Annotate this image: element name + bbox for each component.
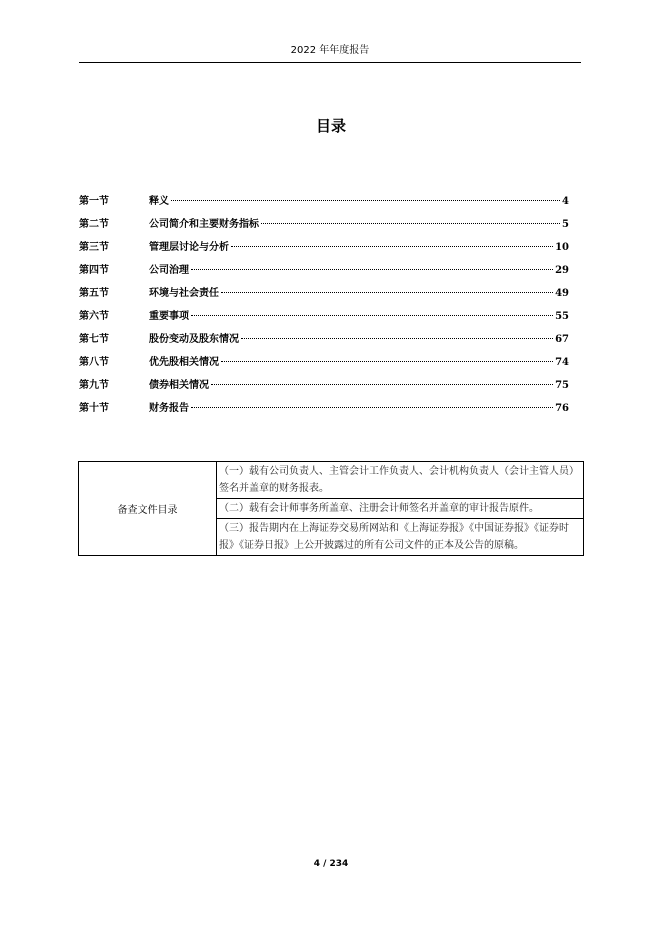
toc-page-number: 5 [562, 219, 569, 230]
reference-document-item: （一）载有公司负责人、主管会计工作负责人、会计机构负责人（会计主管人员）签名并盖章的财务报表。 [217, 462, 584, 499]
reference-document-item: （二）载有会计师事务所盖章、注册会计师签名并盖章的审计报告原件。 [217, 499, 584, 519]
toc-entry[interactable] [79, 261, 569, 284]
toc-dot-leader [241, 338, 553, 339]
toc-page-number: 76 [555, 403, 569, 414]
toc-section-title: 财务报告 [149, 403, 189, 414]
toc-page-number: 10 [555, 242, 569, 253]
toc-section-title: 股份变动及股东情况 [149, 334, 239, 345]
toc-section-number: 第一节 [79, 196, 109, 207]
toc-section-title: 债券相关情况 [149, 380, 209, 391]
toc-section-number: 第六节 [79, 311, 109, 322]
toc-section-number: 第三节 [79, 242, 109, 253]
toc-page-number: 4 [562, 196, 569, 207]
table-of-contents [79, 192, 569, 422]
toc-section-number: 第二节 [79, 219, 109, 230]
toc-section-title: 公司简介和主要财务指标 [149, 219, 259, 230]
toc-dot-leader [221, 361, 553, 362]
toc-dot-leader [211, 384, 553, 385]
toc-entry[interactable] [79, 238, 569, 261]
page-header [79, 44, 581, 63]
toc-page-number: 74 [555, 357, 569, 368]
toc-dot-leader [191, 269, 553, 270]
toc-page-number: 49 [555, 288, 569, 299]
toc-section-title: 释义 [149, 196, 169, 207]
toc-section-number: 第五节 [79, 288, 109, 299]
toc-section-title: 优先股相关情况 [149, 357, 219, 368]
toc-dot-leader [171, 200, 560, 201]
toc-section-title: 公司治理 [149, 265, 189, 276]
toc-dot-leader [191, 315, 553, 316]
toc-entry[interactable] [79, 307, 569, 330]
toc-dot-leader [221, 292, 553, 293]
toc-entry[interactable] [79, 353, 569, 376]
reference-documents-label: 备查文件目录 [79, 462, 217, 556]
toc-dot-leader [231, 246, 553, 247]
toc-section-number: 第八节 [79, 357, 109, 368]
toc-section-title: 环境与社会责任 [149, 288, 219, 299]
table-row [79, 462, 584, 499]
toc-section-number: 第七节 [79, 334, 109, 345]
toc-entry[interactable] [79, 284, 569, 307]
toc-page-number: 29 [555, 265, 569, 276]
toc-section-number: 第十节 [79, 403, 109, 414]
toc-section-number: 第九节 [79, 380, 109, 391]
toc-section-number: 第四节 [79, 265, 109, 276]
reference-document-item: （三）报告期内在上海证券交易所网站和《上海证券报》《中国证券报》《证券时报》《证券日报》上公开披露过的所有公司文件的正本及公告的原稿。 [217, 519, 584, 556]
page-number: 4 / 234 [313, 859, 349, 869]
toc-entry[interactable] [79, 215, 569, 238]
toc-entry[interactable] [79, 330, 569, 353]
toc-entry[interactable] [79, 376, 569, 399]
toc-dot-leader [261, 223, 560, 224]
toc-entry[interactable] [79, 399, 569, 422]
toc-section-title: 重要事项 [149, 311, 189, 322]
toc-page-number: 67 [555, 334, 569, 345]
header-text: 2022 年年度报告 [290, 45, 370, 56]
toc-page-number: 55 [555, 311, 569, 322]
toc-entry[interactable] [79, 192, 569, 215]
toc-page-number: 75 [555, 380, 569, 391]
page-title: 目录 [315, 117, 346, 135]
toc-dot-leader [191, 407, 553, 408]
toc-section-title: 管理层讨论与分析 [149, 242, 229, 253]
reference-documents-table [78, 461, 584, 556]
